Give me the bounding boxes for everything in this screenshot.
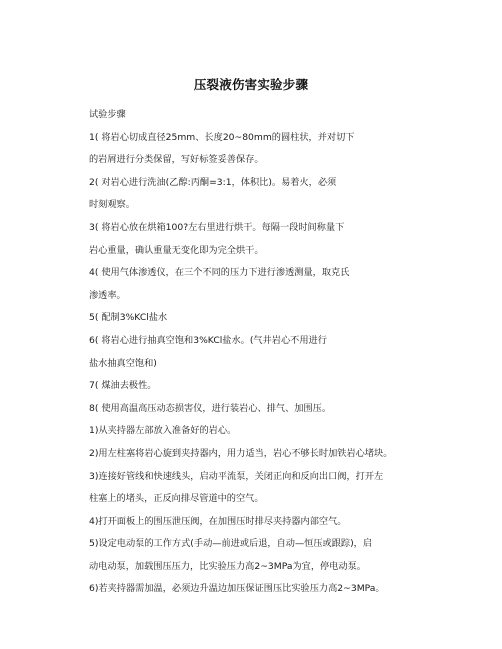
text-line: 2)用左柱塞将岩心旋到夹持器内，用力适当，岩心不够长时加铁岩心堵块。 xyxy=(89,447,393,459)
text-line: 1( 将岩心切成直径25mm、长度20~80mm的圆柱状，并对切下 xyxy=(89,131,355,143)
text-line: 5( 配制3%KCl盐水 xyxy=(89,312,168,324)
text-line: 8( 使用高温高压动态损害仪，进行装岩心、排气、加围压。 xyxy=(89,402,332,414)
text-line: 1)从夹持器左部放入准备好的岩心。 xyxy=(89,425,237,437)
text-line: 动电动泵，加载围压压力，比实验压力高2~3MPa为宜，停电动泵。 xyxy=(89,560,366,572)
text-line: 7( 煤油去极性。 xyxy=(89,380,157,392)
text-line: 柱塞上的堵头，正反向排尽管道中的空气。 xyxy=(89,493,264,505)
text-line: 3)连接好管线和快速线头，启动平流泵，关闭正向和反向出口阀，打开左 xyxy=(89,470,384,482)
text-line: 4)打开面板上的围压泄压阀，在加围压时排尽夹持器内部空气。 xyxy=(89,515,347,527)
text-line: 6( 将岩心进行抽真空饱和3%KCl盐水。(气井岩心不用进行 xyxy=(89,334,327,346)
text-line: 盐水抽真空饱和) xyxy=(89,357,157,369)
text-line: 岩心重量，确认重量无变化即为完全烘干。 xyxy=(89,244,264,256)
text-line: 5)设定电动泵的工作方式(手动—前进或后退，自动—恒压或跟踪)，启 xyxy=(89,538,373,550)
text-line: 时刻观察。 xyxy=(89,199,135,211)
text-line: 4( 使用气体渗透仪，在三个不同的压力下进行渗透测量，取克氏 xyxy=(89,267,350,279)
text-line: 的岩屑进行分类保留，写好标签妥善保存。 xyxy=(89,154,264,166)
text-line: 渗透率。 xyxy=(89,289,126,301)
document-title: 压裂液伤害实验步骤 xyxy=(193,77,309,92)
text-line: 3( 将岩心放在烘箱100?左右里进行烘干。每隔一段时间称量下 xyxy=(89,221,345,233)
document-body xyxy=(89,108,489,605)
section-heading: 试验步骤 xyxy=(89,109,126,120)
text-line: 6)若夹持器需加温，必须边升温边加压保证围压比实验压力高2~3MPa。 xyxy=(89,583,385,595)
text-line: 2( 对岩心进行洗油(乙醇:丙酮=3:1，体积比)。易着火，必须 xyxy=(89,176,337,188)
